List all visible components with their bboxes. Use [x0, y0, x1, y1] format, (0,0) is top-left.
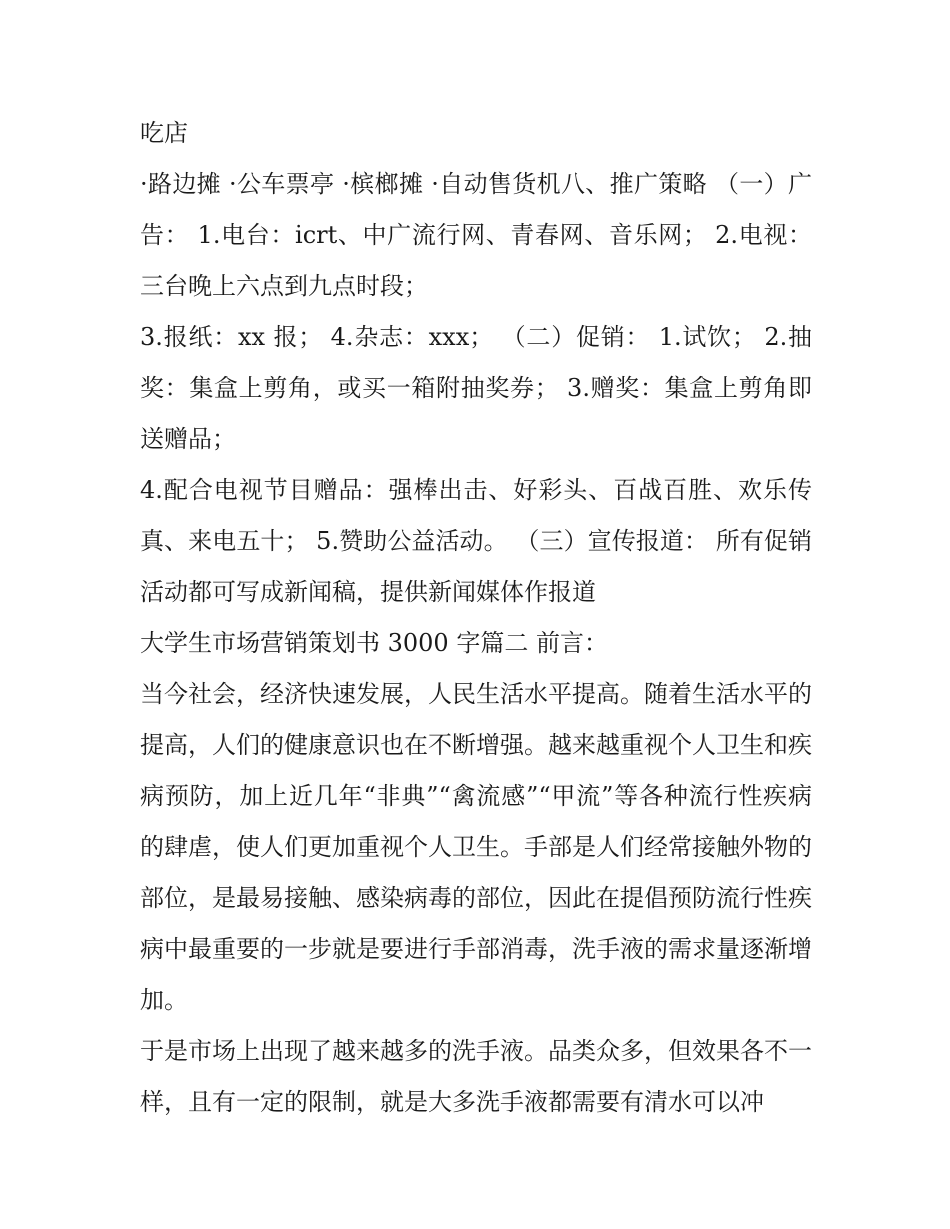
paragraph-6: 当今社会，经济快速发展，人民生活水平提高。随着生活水平的提高，人们的健康意识也在不断增强。越来越重视个人卫生和疾病预防，加上近几年“非典”“禽流感”“甲流”等各种流行性疾病的肆虐，使人们更加重视个人卫生。手部是人们经常接触外物的部位，是最易接触、感染病毒的部位，因此在提倡预防流行性疾病中最重要的一步就是要进行手部消毒，洗手液的需求量逐渐增加。: [140, 680, 812, 1014]
section-heading: 大学生市场营销策划书 3000 字篇二 前言：: [140, 629, 608, 657]
document-body: [140, 108, 812, 1128]
paragraph-1: 吃店: [140, 119, 188, 147]
paragraph-7: 于是市场上出现了越来越多的洗手液。品类众多，但效果各不一样，且有一定的限制，就是大多洗手液都需要有清水可以冲: [140, 1037, 812, 1116]
paragraph-2: ·路边摊 ·公车票亭 ·槟榔摊 ·自动售货机八、推广策略 （一）广告： 1.电台：icrt、中广流行网、青春网、音乐网； 2.电视：三台晚上六点到九点时段；: [140, 170, 812, 300]
paragraph-4: 4.配合电视节目赠品：强棒出击、好彩头、百战百胜、欢乐传真、来电五十； 5.赞助公益活动。 （三）宣传报道： 所有促销活动都可写成新闻稿，提供新闻媒体作报道: [140, 476, 812, 606]
paragraph-3: 3.报纸：xx 报； 4.杂志：xxx； （二）促销： 1.试饮； 2.抽奖：集盒上剪角，或买一箱附抽奖券； 3.赠奖：集盒上剪角即送赠品；: [140, 323, 812, 453]
